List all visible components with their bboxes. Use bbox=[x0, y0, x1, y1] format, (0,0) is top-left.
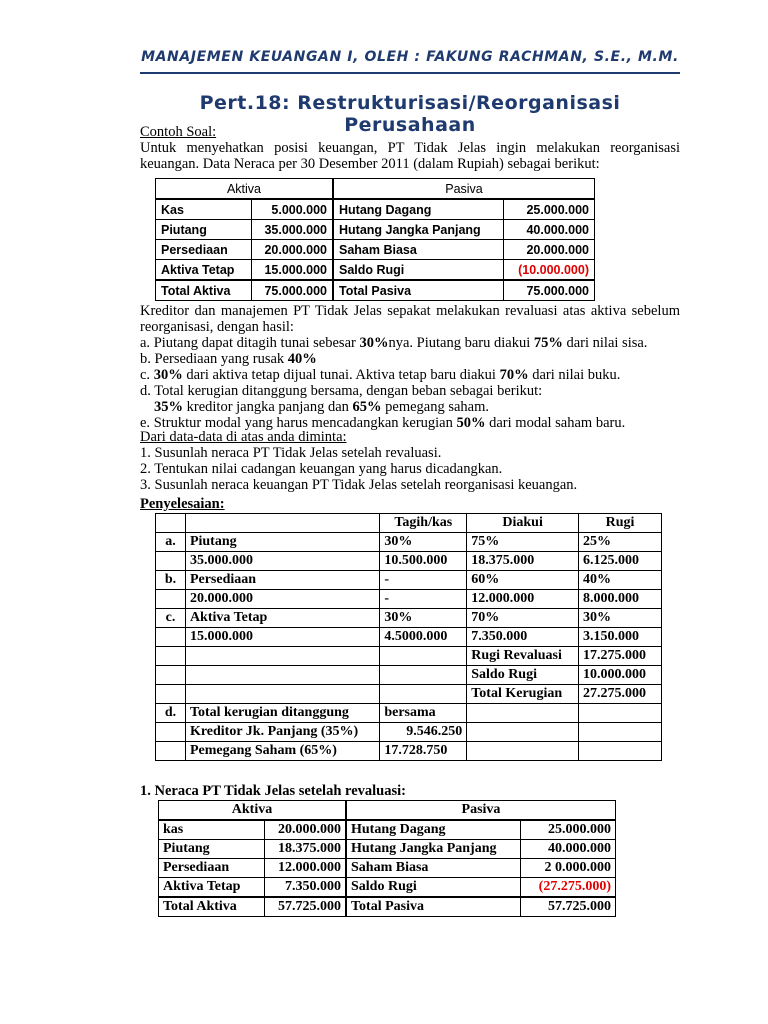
item-bold: 35% bbox=[154, 399, 183, 415]
list-item bbox=[140, 383, 680, 399]
diminta-section bbox=[140, 429, 680, 493]
pasiva-value: 20.000.000 bbox=[504, 240, 595, 260]
header-cell bbox=[185, 514, 379, 533]
table-cell: 40% bbox=[579, 571, 662, 590]
table-cell: 70% bbox=[467, 609, 579, 628]
item-bold: 75% bbox=[533, 335, 563, 351]
table-row bbox=[156, 240, 595, 260]
table-row bbox=[156, 571, 662, 590]
table-cell bbox=[156, 742, 186, 761]
item-text: dari nilai buku. bbox=[528, 367, 621, 383]
pasiva-label: Hutang Jangka Panjang bbox=[346, 840, 521, 859]
list-item bbox=[140, 351, 680, 367]
list-marker: c. bbox=[140, 367, 151, 383]
aktiva-header: Aktiva bbox=[156, 179, 334, 200]
table-cell: Rugi Revaluasi bbox=[467, 647, 579, 666]
pasiva-header: Pasiva bbox=[346, 801, 616, 821]
list-marker: a. bbox=[140, 335, 151, 351]
table-cell bbox=[380, 685, 467, 704]
page-title: Pert.18: Restrukturisasi/Reorganisasi Perusahaan bbox=[199, 92, 621, 136]
table-row bbox=[156, 647, 662, 666]
heading-text: Neraca PT Tidak Jelas setelah revaluasi: bbox=[154, 783, 406, 799]
item-text: pemegang saham. bbox=[381, 399, 490, 415]
pasiva-label: Hutang Dagang bbox=[346, 820, 521, 840]
table-cell bbox=[467, 742, 579, 761]
item-text: dari aktiva tetap dijual tunai. Aktiva tetap baru diakui bbox=[182, 367, 500, 383]
heading-number: 1. bbox=[140, 783, 151, 799]
table-cell: 8.000.000 bbox=[579, 590, 662, 609]
item-bold: 65% bbox=[352, 399, 382, 415]
aktiva-label: Aktiva Tetap bbox=[159, 878, 265, 898]
aktiva-label: Piutang bbox=[156, 220, 252, 240]
item-bold: 30% bbox=[153, 367, 183, 383]
table-row bbox=[156, 552, 662, 571]
list-item-continued bbox=[140, 399, 680, 415]
table-cell: 10.500.000 bbox=[380, 552, 467, 571]
list-marker: b. bbox=[140, 351, 151, 367]
list-marker: 2. bbox=[140, 461, 151, 477]
item-text: dari modal saham baru. bbox=[485, 415, 626, 431]
item-text: Susunlah neraca keuangan PT Tidak Jelas setelah reorganisasi keuangan. bbox=[154, 477, 578, 493]
aktiva-label: Aktiva Tetap bbox=[156, 260, 252, 281]
total-pasiva-label: Total Pasiva bbox=[346, 897, 521, 917]
total-aktiva-label: Total Aktiva bbox=[159, 897, 265, 917]
table-cell: Saldo Rugi bbox=[467, 666, 579, 685]
aktiva-value: 35.000.000 bbox=[252, 220, 334, 240]
header-cell bbox=[156, 514, 186, 533]
table-cell: Total Kerugian bbox=[467, 685, 579, 704]
neraca-revaluasi-table bbox=[158, 800, 616, 917]
list-marker: e. bbox=[140, 415, 151, 431]
table-cell: d. bbox=[156, 704, 186, 723]
table-cell bbox=[156, 590, 186, 609]
table-cell: 17.275.000 bbox=[579, 647, 662, 666]
table-cell: 15.000.000 bbox=[185, 628, 379, 647]
list-marker: 3. bbox=[140, 477, 151, 493]
header-cell: Rugi bbox=[579, 514, 662, 533]
table-row bbox=[156, 220, 595, 240]
table-cell: 18.375.000 bbox=[467, 552, 579, 571]
table-cell: a. bbox=[156, 533, 186, 552]
penyelesaian-table bbox=[155, 513, 662, 761]
pasiva-label: Saldo Rugi bbox=[346, 878, 521, 898]
table-cell: 30% bbox=[579, 609, 662, 628]
table-row bbox=[156, 742, 662, 761]
table-cell bbox=[579, 742, 662, 761]
table-cell: Pemegang Saham (65%) bbox=[185, 742, 379, 761]
table-row bbox=[156, 590, 662, 609]
table-cell: 20.000.000 bbox=[185, 590, 379, 609]
table-cell bbox=[380, 647, 467, 666]
table-cell bbox=[579, 723, 662, 742]
penyelesaian-heading: Penyelesaian: bbox=[140, 496, 225, 512]
header-rule bbox=[140, 72, 680, 74]
table-cell bbox=[380, 666, 467, 685]
pasiva-value-negative: (10.000.000) bbox=[504, 260, 595, 281]
table-cell: - bbox=[380, 590, 467, 609]
table-cell: 12.000.000 bbox=[467, 590, 579, 609]
pasiva-label: Saham Biasa bbox=[333, 240, 504, 260]
table-cell: 7.350.000 bbox=[467, 628, 579, 647]
table-row bbox=[156, 723, 662, 742]
pasiva-label: Hutang Dagang bbox=[333, 199, 504, 220]
table-header-row bbox=[156, 514, 662, 533]
item-text: nya. Piutang baru diakui bbox=[388, 335, 534, 351]
table-row bbox=[159, 878, 616, 898]
table-cell: - bbox=[380, 571, 467, 590]
pasiva-label: Saham Biasa bbox=[346, 859, 521, 878]
table-row bbox=[156, 260, 595, 281]
aktiva-value: 20.000.000 bbox=[252, 240, 334, 260]
table-row bbox=[159, 840, 616, 859]
item-text: Susunlah neraca PT Tidak Jelas setelah revaluasi. bbox=[154, 445, 442, 461]
item-bold: 50% bbox=[456, 415, 486, 431]
table-row bbox=[156, 533, 662, 552]
table-cell bbox=[156, 647, 186, 666]
item-text: Tentukan nilai cadangan keuangan yang harus dicadangkan. bbox=[154, 461, 503, 477]
pasiva-value: 25.000.000 bbox=[504, 199, 595, 220]
table-row bbox=[156, 199, 595, 220]
table-cell bbox=[467, 723, 579, 742]
table-row bbox=[156, 704, 662, 723]
item-text: Struktur modal yang harus mencadangkan kerugian bbox=[153, 415, 457, 431]
aktiva-label: kas bbox=[159, 820, 265, 840]
aktiva-value: 5.000.000 bbox=[252, 199, 334, 220]
aktiva-label: Kas bbox=[156, 199, 252, 220]
table-cell bbox=[156, 685, 186, 704]
diminta-intro: Dari data-data di atas anda diminta: bbox=[140, 429, 347, 445]
document-header: MANAJEMEN KEUANGAN I, OLEH : FAKUNG RACHMAN, S.E., M.M. bbox=[141, 49, 679, 65]
aktiva-value: 20.000.000 bbox=[265, 820, 347, 840]
total-aktiva-value: 57.725.000 bbox=[265, 897, 347, 917]
item-bold: 70% bbox=[499, 367, 529, 383]
table-cell: 17.728.750 bbox=[380, 742, 467, 761]
pasiva-header: Pasiva bbox=[333, 179, 595, 200]
total-pasiva-value: 57.725.000 bbox=[521, 897, 616, 917]
table-cell: 10.000.000 bbox=[579, 666, 662, 685]
contoh-soal-intro: Untuk menyehatkan posisi keuangan, PT Tidak Jelas ingin melakukan reorganisasi keuangan. Data Neraca per 30 Desember 2011 (dalam Rupiah) sebagai berikut: bbox=[140, 140, 680, 172]
table-cell: 30% bbox=[380, 533, 467, 552]
neraca-revaluasi-heading bbox=[140, 783, 680, 799]
item-text: Piutang dapat ditagih tunai sebesar bbox=[153, 335, 360, 351]
list-marker: d. bbox=[140, 383, 151, 399]
table-cell bbox=[467, 704, 579, 723]
item-bold: 30% bbox=[359, 335, 389, 351]
aktiva-value: 18.375.000 bbox=[265, 840, 347, 859]
list-item bbox=[140, 335, 680, 351]
table-row bbox=[156, 666, 662, 685]
table-cell bbox=[579, 704, 662, 723]
aktiva-value: 12.000.000 bbox=[265, 859, 347, 878]
table-cell: 75% bbox=[467, 533, 579, 552]
table-cell bbox=[185, 666, 379, 685]
table-cell bbox=[185, 685, 379, 704]
table-cell: Persediaan bbox=[185, 571, 379, 590]
table-row bbox=[156, 609, 662, 628]
table-cell bbox=[156, 628, 186, 647]
header-cell: Tagih/kas bbox=[380, 514, 467, 533]
item-text: dari nilai sisa. bbox=[562, 335, 648, 351]
pasiva-value-negative: (27.275.000) bbox=[521, 878, 616, 898]
table-cell: bersama bbox=[380, 704, 467, 723]
table-cell: 9.546.250 bbox=[380, 723, 467, 742]
neraca-awal-table bbox=[155, 178, 595, 301]
total-pasiva-value: 75.000.000 bbox=[504, 280, 595, 301]
table-cell: 25% bbox=[579, 533, 662, 552]
table-cell: Kreditor Jk. Panjang (35%) bbox=[185, 723, 379, 742]
table-cell bbox=[156, 666, 186, 685]
total-aktiva-value: 75.000.000 bbox=[252, 280, 334, 301]
item-text: Persediaan yang rusak bbox=[154, 351, 288, 367]
table-cell: c. bbox=[156, 609, 186, 628]
table-cell: Total kerugian ditanggung bbox=[185, 704, 379, 723]
header-cell: Diakui bbox=[467, 514, 579, 533]
list-item bbox=[140, 461, 680, 477]
table-cell: b. bbox=[156, 571, 186, 590]
table-cell: Aktiva Tetap bbox=[185, 609, 379, 628]
table-row bbox=[156, 628, 662, 647]
pasiva-label: Hutang Jangka Panjang bbox=[333, 220, 504, 240]
list-item bbox=[140, 445, 680, 461]
table-cell bbox=[185, 647, 379, 666]
total-row bbox=[156, 280, 595, 301]
contoh-soal-section bbox=[140, 124, 680, 172]
total-row bbox=[159, 897, 616, 917]
table-cell: 30% bbox=[380, 609, 467, 628]
aktiva-value: 7.350.000 bbox=[265, 878, 347, 898]
table-row bbox=[156, 685, 662, 704]
pasiva-value: 25.000.000 bbox=[521, 820, 616, 840]
table-cell: 3.150.000 bbox=[579, 628, 662, 647]
pasiva-label: Saldo Rugi bbox=[333, 260, 504, 281]
list-item bbox=[140, 367, 680, 383]
aktiva-label: Piutang bbox=[159, 840, 265, 859]
item-bold: 40% bbox=[287, 351, 317, 367]
revaluasi-intro: Kreditor dan manajemen PT Tidak Jelas sepakat melakukan revaluasi atas aktiva sebelum reorganisasi, dengan hasil: bbox=[140, 303, 680, 335]
aktiva-value: 15.000.000 bbox=[252, 260, 334, 281]
table-cell bbox=[156, 552, 186, 571]
pasiva-value: 2 0.000.000 bbox=[521, 859, 616, 878]
aktiva-header: Aktiva bbox=[159, 801, 347, 821]
table-cell: 6.125.000 bbox=[579, 552, 662, 571]
table-cell: 60% bbox=[467, 571, 579, 590]
total-pasiva-label: Total Pasiva bbox=[333, 280, 504, 301]
pasiva-value: 40.000.000 bbox=[521, 840, 616, 859]
table-cell bbox=[156, 723, 186, 742]
pasiva-value: 40.000.000 bbox=[504, 220, 595, 240]
table-row bbox=[159, 820, 616, 840]
revaluasi-section bbox=[140, 303, 680, 431]
contoh-soal-heading: Contoh Soal: bbox=[140, 124, 217, 140]
aktiva-label: Persediaan bbox=[156, 240, 252, 260]
item-text: kreditor jangka panjang dan bbox=[183, 399, 353, 415]
total-aktiva-label: Total Aktiva bbox=[156, 280, 252, 301]
table-cell: 35.000.000 bbox=[185, 552, 379, 571]
table-cell: 4.5000.000 bbox=[380, 628, 467, 647]
table-cell: 27.275.000 bbox=[579, 685, 662, 704]
item-text: Total kerugian ditanggung bersama, dengan beban sebagai berikut: bbox=[154, 383, 543, 399]
aktiva-label: Persediaan bbox=[159, 859, 265, 878]
list-item bbox=[140, 477, 680, 493]
table-row bbox=[159, 859, 616, 878]
list-marker: 1. bbox=[140, 445, 151, 461]
table-cell: Piutang bbox=[185, 533, 379, 552]
